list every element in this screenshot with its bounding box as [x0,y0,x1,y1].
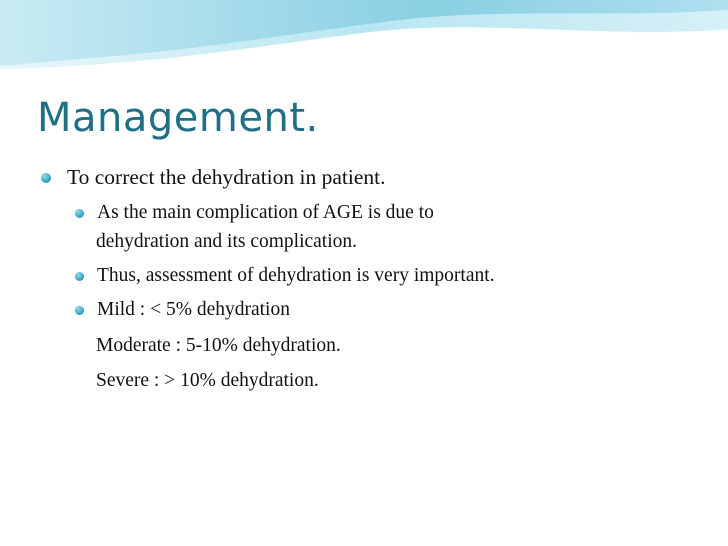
bullet-sub-mild-text: Mild : < 5% dehydration [97,299,290,320]
round-bullet-icon [75,209,84,218]
round-bullet-icon [75,272,84,281]
round-bullet-icon [75,306,84,315]
severe-line: Severe : > 10% dehydration. [96,370,319,391]
moderate-line: Moderate : 5-10% dehydration. [96,335,341,356]
bullet-sub-complication-continued: dehydration and its complication. [96,231,358,252]
bullet-sub-assessment-text: Thus, assessment of dehydration is very important. [97,265,495,286]
bullet-sub-complication-text: As the main complication of AGE is due to [97,202,434,223]
bullet-main-text: To correct the dehydration in patient. [67,165,386,189]
round-bullet-icon [41,173,51,183]
header-wave-banner [0,0,728,95]
slide-title: Management. [37,95,319,141]
